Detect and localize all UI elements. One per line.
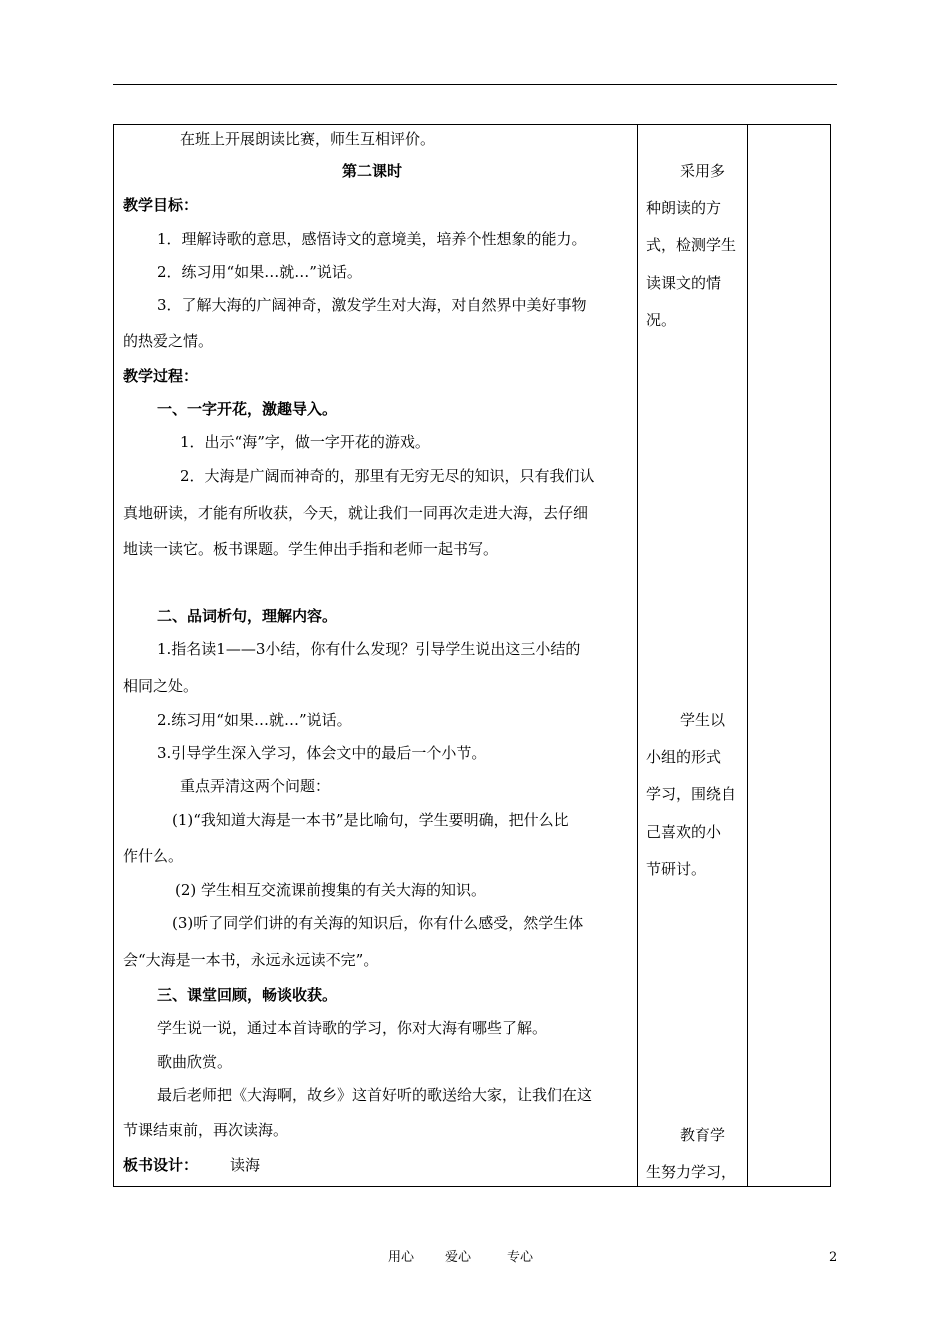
step-heading: 一、一字开花，激趣导入。 bbox=[157, 400, 338, 418]
main-line: 重点弄清这两个问题： bbox=[180, 777, 331, 795]
side-note-line: 己喜欢的小 bbox=[646, 823, 722, 841]
main-line: 的热爱之情。 bbox=[123, 332, 214, 350]
step-heading: 二、品词析句，理解内容。 bbox=[157, 607, 338, 625]
side-note-line: 节研讨。 bbox=[646, 860, 707, 878]
main-line: 相同之处。 bbox=[123, 677, 199, 695]
side-note-line: 生努力学习， bbox=[646, 1163, 737, 1181]
main-line: 1．理解诗歌的意思，感悟诗文的意境美，培养个性想象的能力。 bbox=[157, 230, 587, 248]
side-note-line: 式，检测学生 bbox=[646, 236, 737, 254]
side-note-line: 读课文的情 bbox=[646, 274, 722, 292]
main-line: 学生说一说，通过本首诗歌的学习，你对大海有哪些了解。 bbox=[157, 1019, 548, 1037]
heading-objectives: 教学目标： bbox=[123, 196, 199, 214]
footer-motto-3: 专心 bbox=[507, 1250, 534, 1265]
side-note-line: 采用多 bbox=[680, 162, 726, 180]
heading-board-design: 板书设计： bbox=[123, 1156, 199, 1174]
main-line: 作什么。 bbox=[123, 847, 184, 865]
step-heading: 三、课堂回顾，畅谈收获。 bbox=[157, 986, 338, 1004]
column-divider-1 bbox=[637, 125, 638, 1186]
main-line: (2) 学生相互交流课前搜集的有关大海的知识。 bbox=[175, 881, 487, 899]
page-number: 2 bbox=[829, 1250, 838, 1265]
main-line: 2.练习用“如果…就…”说话。 bbox=[157, 711, 352, 729]
heading-process: 教学过程： bbox=[123, 367, 199, 385]
main-line: 2．练习用“如果…就…”说话。 bbox=[157, 263, 362, 281]
main-line: 1.指名读1——3小结，你有什么发现？引导学生说出这三小结的 bbox=[157, 640, 581, 658]
column-divider-2 bbox=[747, 125, 748, 1186]
header-rule bbox=[113, 84, 837, 85]
main-line: 在班上开展朗读比赛，师生互相评价。 bbox=[180, 130, 436, 148]
footer-motto-2: 爱心 bbox=[445, 1250, 472, 1265]
main-line: 歌曲欣赏。 bbox=[157, 1053, 233, 1071]
main-line: 真地研读，才能有所收获，今天，就让我们一同再次走进大海，去仔细 bbox=[123, 504, 589, 522]
main-line: 1．出示“海”字，做一字开花的游戏。 bbox=[180, 433, 430, 451]
main-line: 节课结束前，再次读海。 bbox=[123, 1121, 289, 1139]
main-line: 最后老师把《大海啊，故乡》这首好听的歌送给大家，让我们在这 bbox=[157, 1086, 593, 1104]
main-line: 地读一读它。板书课题。学生伸出手指和老师一起书写。 bbox=[123, 540, 499, 558]
side-note-line: 教育学 bbox=[680, 1126, 726, 1144]
main-line: 3.引导学生深入学习，体会文中的最后一个小节。 bbox=[157, 744, 487, 762]
footer-motto-1: 用心 bbox=[388, 1250, 415, 1265]
side-note-line: 小组的形式 bbox=[646, 748, 722, 766]
main-line: 3．了解大海的广阔神奇，激发学生对大海，对自然界中美好事物 bbox=[157, 296, 587, 314]
main-line: (3)听了同学们讲的有关海的知识后，你有什么感受，然学生体 bbox=[172, 914, 584, 932]
main-line: (1)“我知道大海是一本书”是比喻句，学生要明确，把什么比 bbox=[172, 811, 569, 829]
side-note-line: 种朗读的方 bbox=[646, 199, 722, 217]
section-title: 第二课时 bbox=[342, 162, 403, 180]
main-line: 会“大海是一本书，永远永远读不完”。 bbox=[123, 951, 379, 969]
side-note-line: 学习，围绕自 bbox=[646, 785, 737, 803]
side-note-line: 学生以 bbox=[680, 711, 726, 729]
board-design-title: 读海 bbox=[230, 1156, 261, 1174]
side-note-line: 况。 bbox=[646, 311, 677, 329]
main-line: 2．大海是广阔而神奇的，那里有无穷无尽的知识，只有我们认 bbox=[180, 467, 595, 485]
